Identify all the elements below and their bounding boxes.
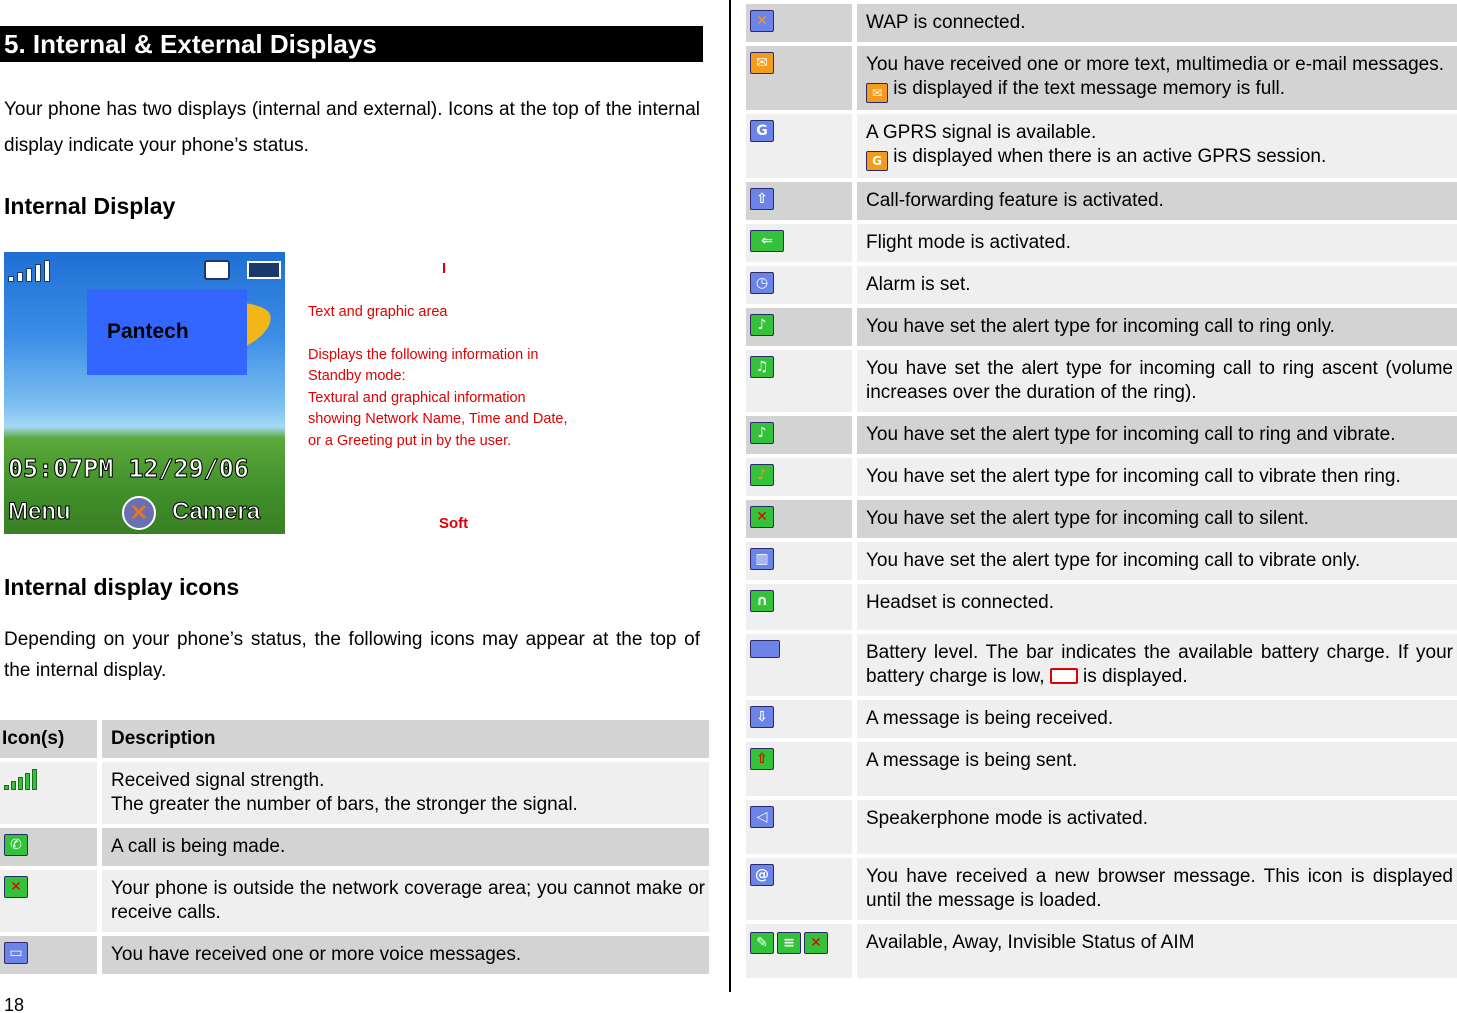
aim-invisible-icon: ✕ — [804, 932, 828, 954]
row-extra-text: is displayed. — [1083, 666, 1188, 687]
aim-available-icon: ✎ — [750, 932, 774, 954]
row-text: You have received a new browser message. This icon is displayed until the message is loaded. — [866, 866, 1453, 911]
table-row — [746, 542, 1457, 580]
table-row — [0, 936, 709, 974]
wap-icon: ✕ — [750, 10, 774, 32]
aim-status-icons — [750, 932, 828, 954]
annotation-line: or a Greeting put in by the user. — [308, 432, 512, 449]
table-row — [746, 858, 1457, 920]
annotation-marker: I — [442, 260, 447, 277]
message-sending-icon: ⇧ — [750, 748, 774, 770]
row-text: You have set the alert type for incoming call to ring and vibrate. — [866, 424, 1396, 445]
row-text: You have received one or more voice messages. — [111, 944, 522, 965]
row-text: Flight mode is activated. — [866, 232, 1071, 253]
no-service-icon: ✕ — [4, 876, 28, 898]
page-number: 18 — [4, 995, 25, 1013]
phone-screen-illustration — [4, 252, 285, 534]
ring-ascent-icon: ♫ — [750, 356, 774, 378]
battery-icon — [750, 640, 780, 658]
row-text: You have received one or more text, multimedia or e-mail messages. — [866, 54, 1445, 75]
table-row — [746, 224, 1457, 262]
ring-only-icon: ♪ — [750, 314, 774, 336]
row-text: The greater the number of bars, the stronger the signal. — [111, 794, 578, 815]
table-row — [746, 266, 1457, 304]
table-row — [746, 742, 1457, 796]
table-row — [746, 458, 1457, 496]
table-row — [746, 634, 1457, 696]
voicemail-icon: ▭ — [4, 942, 28, 964]
row-text: A GPRS signal is available. — [866, 122, 1097, 143]
flight-mode-icon: ⇐ — [750, 230, 784, 252]
signal-bars-icon — [8, 260, 58, 282]
row-text: You have set the alert type for incoming call to vibrate only. — [866, 550, 1361, 571]
speakerphone-icon: ◁ — [750, 806, 774, 828]
table-row — [0, 870, 709, 932]
row-text: Speakerphone mode is activated. — [866, 808, 1149, 829]
browser-message-icon: @ — [750, 864, 774, 886]
alarm-icon: ◷ — [750, 272, 774, 294]
row-text: Received signal strength. — [111, 770, 325, 791]
row-extra-text: is displayed when there is an active GPRS session. — [893, 146, 1327, 167]
row-extra-text: is displayed if the text message memory is full. — [893, 78, 1286, 99]
message-receiving-icon: ⇩ — [750, 706, 774, 728]
soft-key-menu: Menu — [8, 498, 71, 525]
annotation-soft: Soft — [439, 515, 469, 532]
icons-heading: Internal display icons — [4, 574, 240, 600]
table-row — [0, 762, 709, 824]
row-text: Call-forwarding feature is activated. — [866, 190, 1164, 211]
table-row — [746, 800, 1457, 854]
center-key-icon: ✕ — [122, 496, 156, 530]
row-text: Available, Away, Invisible Status of AIM — [866, 932, 1195, 953]
gprs-icon: G — [750, 120, 774, 142]
call-forward-icon: ⇧ — [750, 188, 774, 210]
row-text: You have set the alert type for incoming call to silent. — [866, 508, 1309, 529]
table-row — [746, 924, 1457, 978]
row-text: WAP is connected. — [866, 12, 1026, 33]
annotation-line: Textural and graphical information — [308, 389, 526, 406]
table-row — [746, 4, 1457, 42]
row-text: You have set the alert type for incoming call to ring only. — [866, 316, 1335, 337]
description-column-header: Description — [97, 720, 709, 758]
right-icon-table — [746, 0, 1457, 982]
brand-box: Pantech — [87, 289, 247, 375]
column-divider — [729, 0, 731, 992]
row-text: Headset is connected. — [866, 592, 1055, 613]
soft-key-bar — [4, 494, 285, 534]
call-icon: ✆ — [4, 834, 28, 856]
table-row — [746, 350, 1457, 412]
annotation-line: Displays the following information in — [308, 346, 539, 363]
row-text: You have set the alert type for incoming call to ring ascent (volume increases over the duration of the ring). — [866, 358, 1453, 403]
table-row — [746, 416, 1457, 454]
clock-readout: 05:07PM 12/29/06 — [8, 454, 249, 483]
intro-paragraph: Your phone has two displays (internal and external). Icons at the top of the internal display indicate your phone’s status. — [4, 99, 700, 156]
soft-key-camera: Camera — [172, 498, 261, 525]
left-icon-table — [0, 716, 709, 978]
internal-display-heading: Internal Display — [4, 193, 176, 219]
message-full-icon: ✉ — [866, 83, 888, 103]
annotation-line: Standby mode: — [308, 368, 406, 384]
battery-icon — [247, 261, 281, 279]
row-text: A message is being sent. — [866, 750, 1078, 771]
table-row — [746, 308, 1457, 346]
table-row — [746, 182, 1457, 220]
gprs-active-icon: G — [866, 151, 888, 171]
row-text: A message is being received. — [866, 708, 1114, 729]
table-row — [746, 46, 1457, 110]
section-title: 5. Internal & External Displays — [0, 26, 703, 62]
row-text: Battery level. The bar indicates the available battery charge. If your battery charge is low, — [866, 642, 1453, 687]
row-text: You have set the alert type for incoming call to vibrate then ring. — [866, 466, 1401, 487]
silent-icon: ✕ — [750, 506, 774, 528]
vibrate-then-ring-icon: ♪ — [750, 464, 774, 486]
battery-low-icon — [1050, 668, 1078, 684]
icons-intro-paragraph: Depending on your phone’s status, the following icons may appear at the top of the internal display. — [4, 629, 700, 681]
icon-column-header: Icon(s) — [0, 720, 97, 758]
row-text: Alarm is set. — [866, 274, 971, 295]
envelope-icon — [204, 260, 230, 280]
message-icon: ✉ — [750, 52, 774, 74]
aim-away-icon: ≡ — [777, 932, 801, 954]
ring-vibrate-icon: ♪ — [750, 422, 774, 444]
row-text: A call is being made. — [111, 836, 286, 857]
table-header-row — [0, 720, 709, 758]
table-row — [746, 584, 1457, 630]
annotation-text-block — [308, 302, 638, 452]
vibrate-only-icon: ▥ — [750, 548, 774, 570]
row-text: Your phone is outside the network coverage area; you cannot make or receive calls. — [111, 878, 705, 923]
annotation-area-title: Text and graphic area — [308, 304, 448, 320]
table-row — [746, 500, 1457, 538]
table-row — [746, 700, 1457, 738]
table-row — [0, 828, 709, 866]
signal-icon — [4, 768, 42, 790]
headset-icon: ∩ — [750, 590, 774, 612]
table-row — [746, 114, 1457, 178]
annotation-line: showing Network Name, Time and Date, — [308, 411, 568, 427]
phone-status-bar — [4, 252, 285, 288]
